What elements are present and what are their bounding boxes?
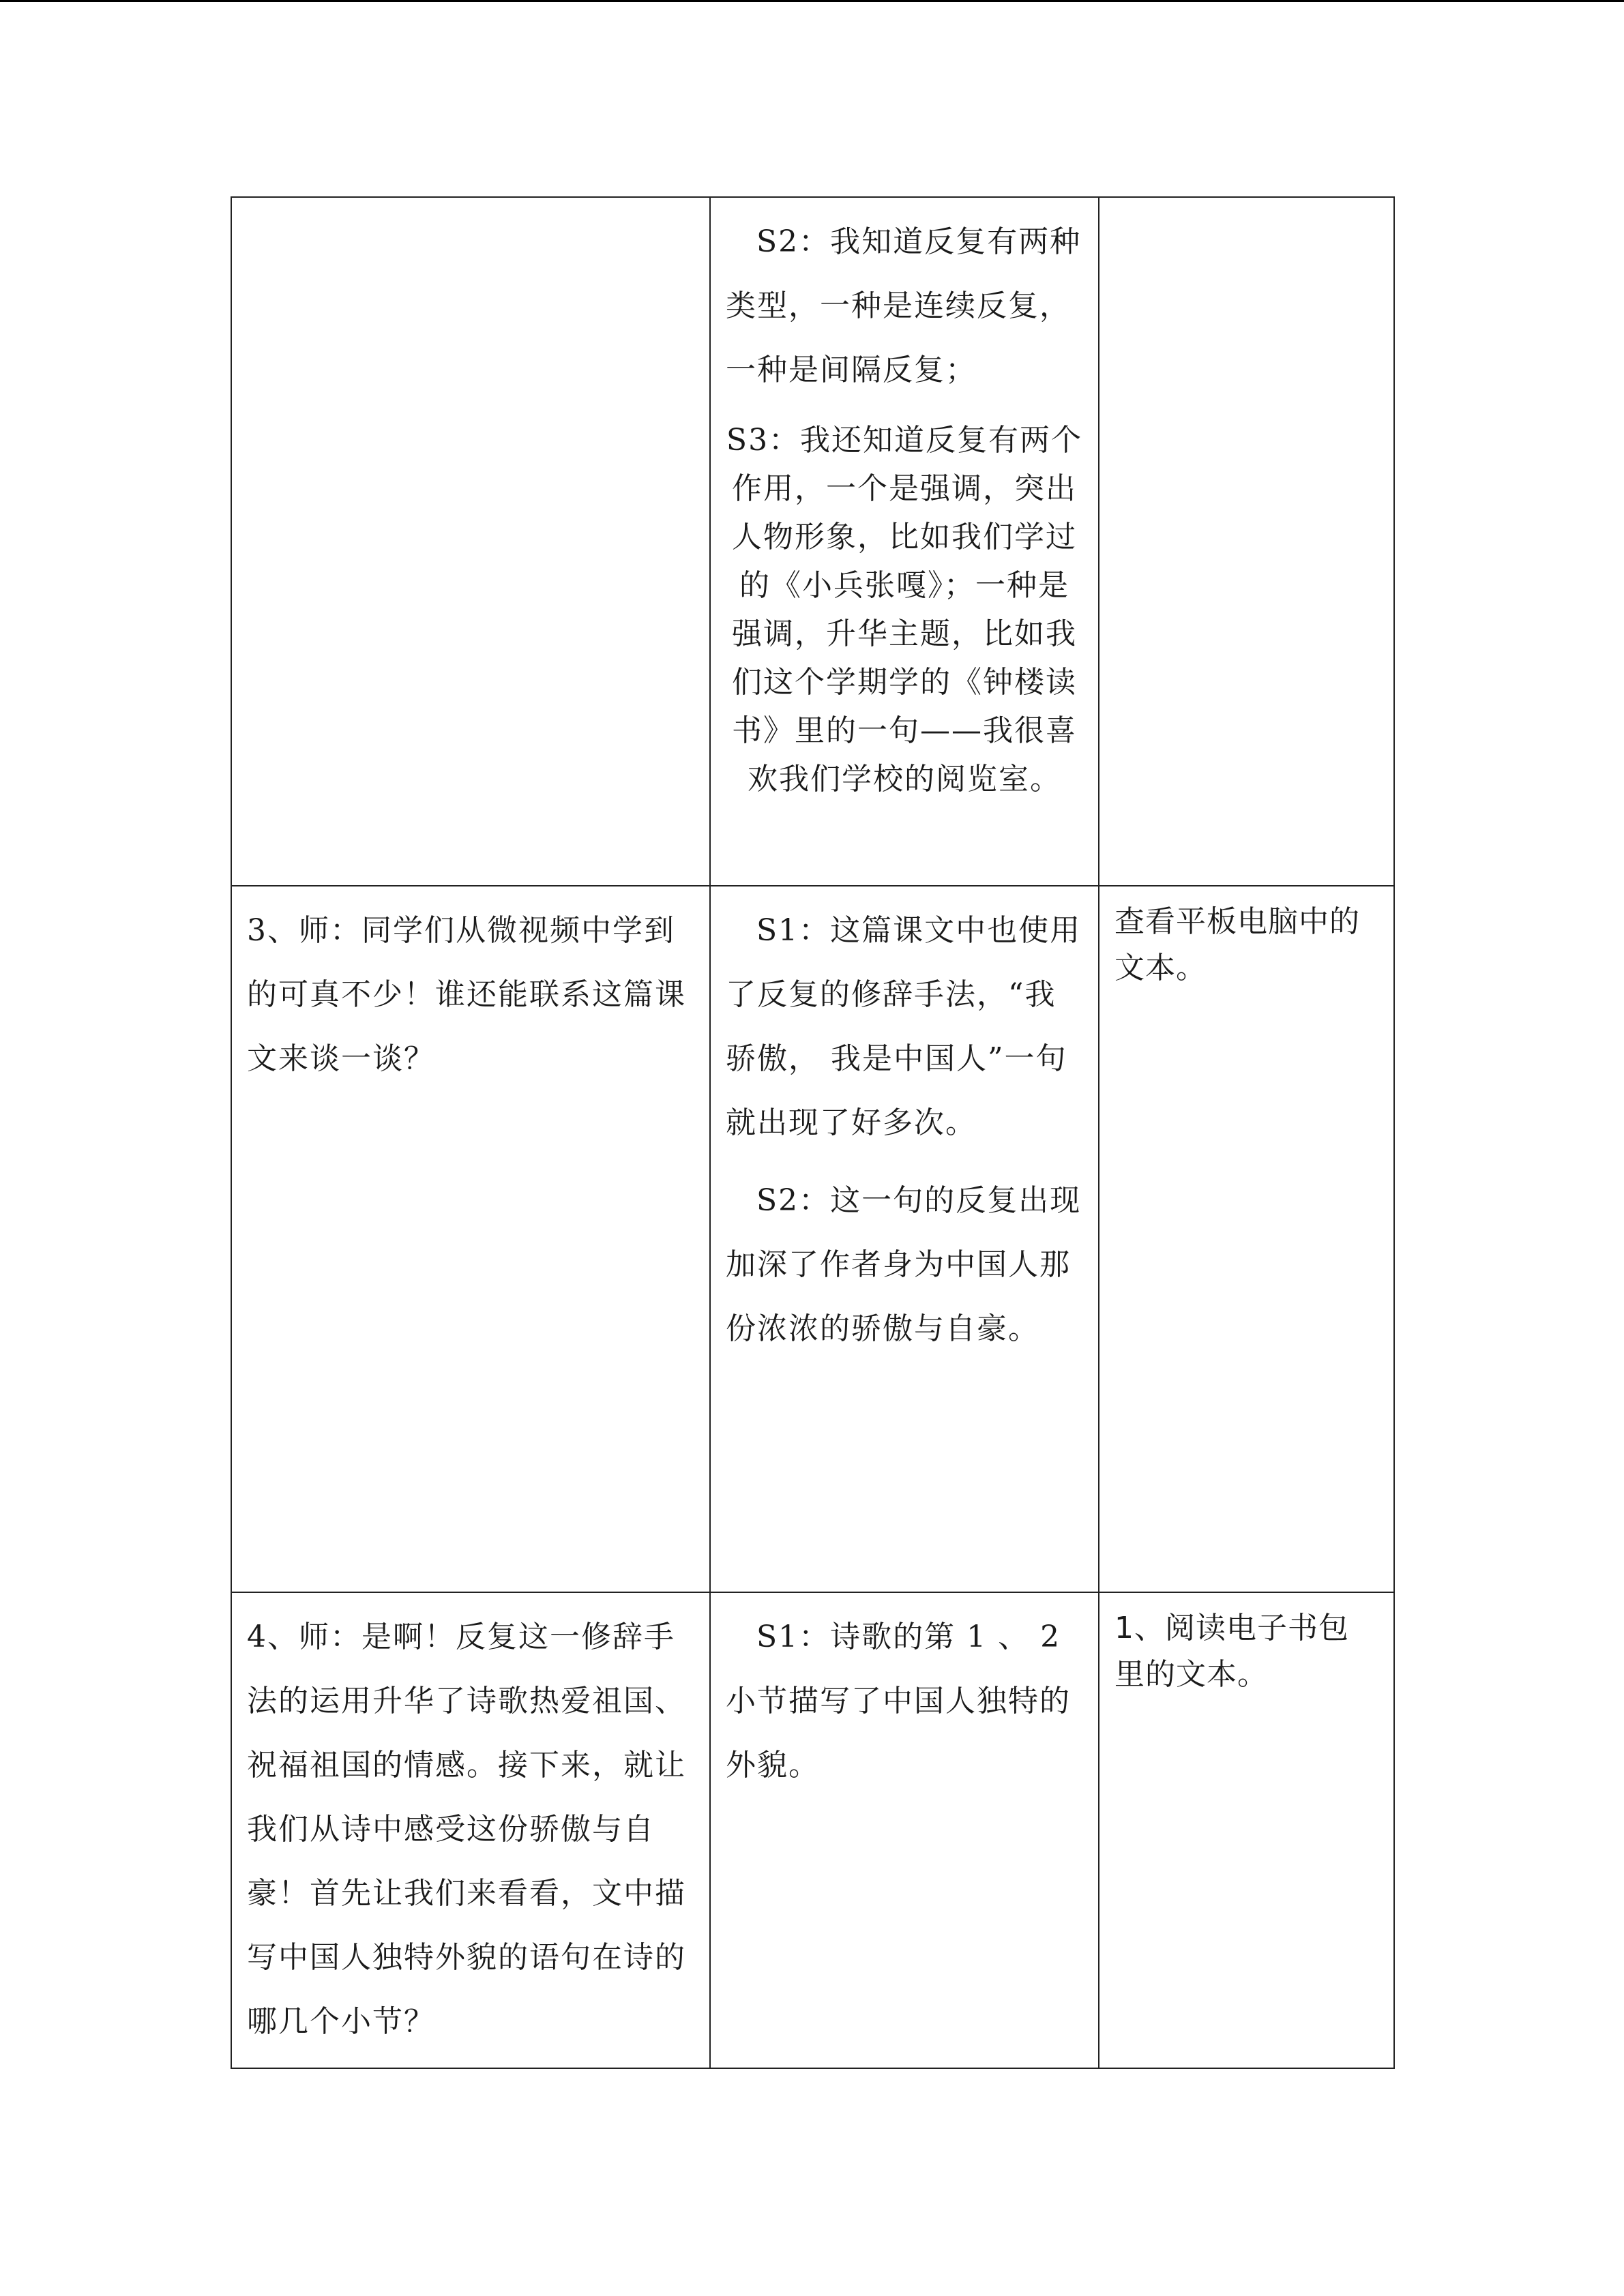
teacher-activity-cell <box>231 886 710 1592</box>
media-use-cell <box>1099 197 1394 886</box>
table-row <box>231 1592 1394 2068</box>
teacher-activity-cell <box>231 197 710 886</box>
media-use-cell <box>1099 886 1394 1592</box>
page-top-border <box>0 0 1624 2</box>
table-row <box>231 197 1394 886</box>
student-activity-cell <box>710 1592 1099 2068</box>
student-activity-cell <box>710 886 1099 1592</box>
student-response-s1: S1：这篇课文中也使用了反复的修辞手法，“我骄傲， 我是中国人”一句就出现了好多次。 <box>726 913 1082 1140</box>
lesson-plan-table <box>231 196 1395 2069</box>
student-activity-cell <box>710 197 1099 886</box>
media-use-cell <box>1099 1592 1394 2068</box>
media-use-text: 查看平板电脑中的文本。 <box>1114 904 1360 985</box>
teacher-activity-cell <box>231 1592 710 2068</box>
teacher-activity-text: 4、师：是啊！反复这一修辞手法的运用升华了诗歌热爱祖国、祝福祖国的情感。接下来，就让我们从诗中感受这份骄傲与自豪！首先让我们来看看，文中描写中国人独特外貌的语句在诗的哪几个小节？ <box>247 1620 686 2039</box>
teacher-activity-text: 3、师：同学们从微视频中学到的可真不少！谁还能联系这篇课文来谈一谈？ <box>247 913 686 1076</box>
media-use-text: 1、阅读电子书包里的文本。 <box>1114 1611 1349 1692</box>
table-row <box>231 886 1394 1592</box>
student-response-s2: S2：这一句的反复出现加深了作者身为中国人那份浓浓的骄傲与自豪。 <box>726 1183 1082 1346</box>
student-response-s2: S2：我知道反复有两种类型，一种是连续反复，一种是间隔反复； <box>726 224 1082 387</box>
student-response-s3: S3：我还知道反复有两个作用，一个是强调，突出人物形象，比如我们学过的《小兵张嘎》；一种是强调，升华主题，比如我们这个学期学的《钟楼读书》里的一句——我很喜欢我们学校的阅览室。 <box>726 423 1083 796</box>
student-response-s1: S1：诗歌的第 1 、 2 小节描写了中国人独特的外貌。 <box>726 1620 1071 1783</box>
